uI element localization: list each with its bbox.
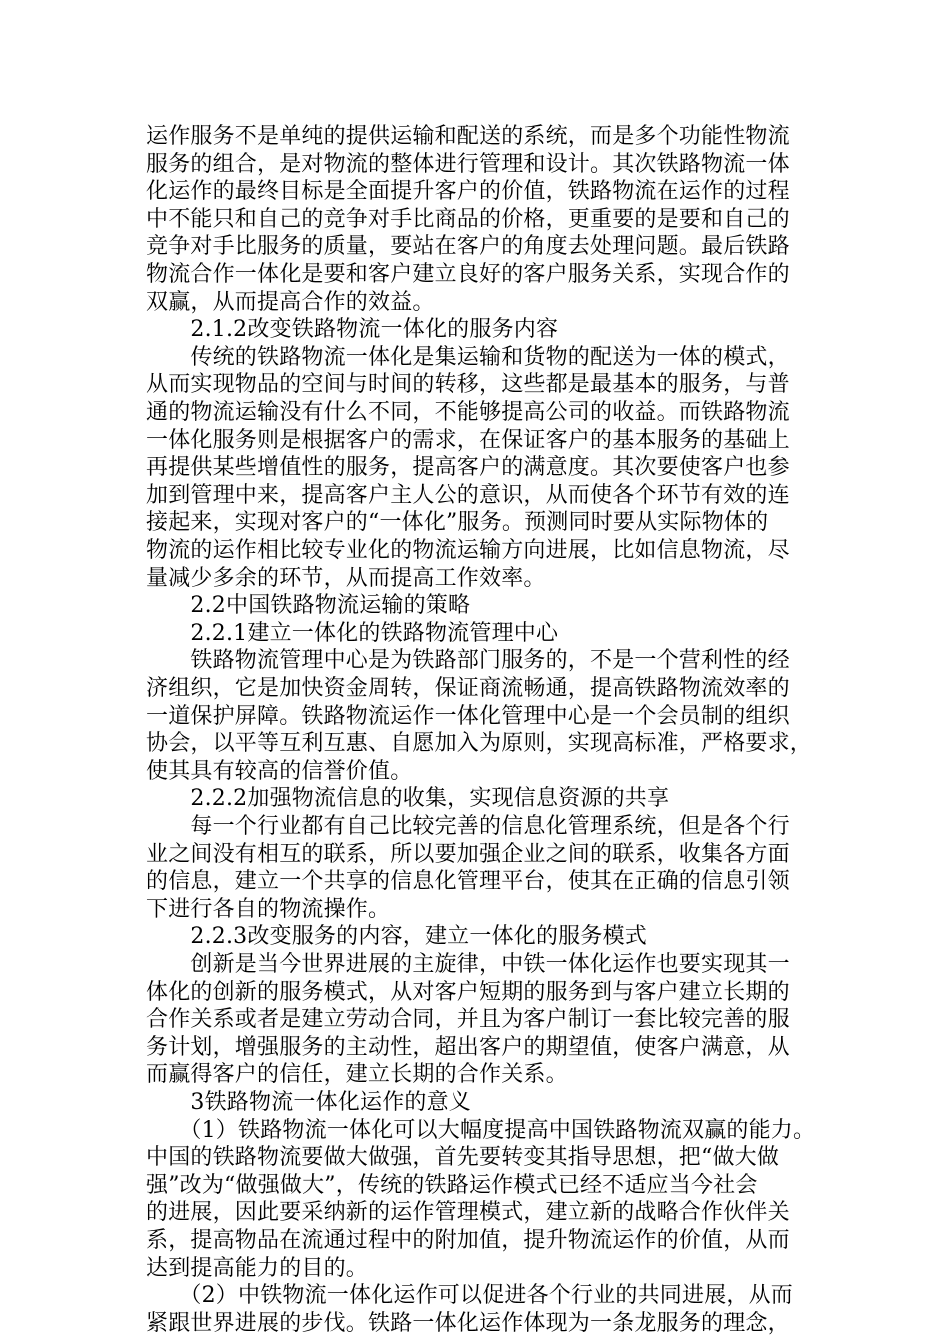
text-line: 2.1.2改变铁路物流一体化的服务内容	[146, 317, 559, 343]
text-line: 每一个行业都有自己比较完善的信息化管理系统，但是各个行	[146, 814, 790, 839]
text-line: 2.2.3改变服务的内容，建立一体化的服务模式	[146, 924, 647, 950]
text-line: 物流合作一体化是要和客户建立良好的客户服务关系，实现合作的	[146, 262, 790, 287]
text-line: 的进展，因此要采纳新的运作管理模式，建立新的战略合作伙伴关	[146, 1200, 790, 1226]
text-line: 而赢得客户的信任，建立长期的合作关系。	[146, 1062, 568, 1088]
text-line: 竞争对手比服务的质量，要站在客户的角度去处理问题。最后铁路	[146, 234, 790, 260]
text-line: 化运作的最终目标是全面提升客户的价值，铁路物流在运作的过程	[146, 179, 790, 205]
text-line: 系，提高物品在流通过程中的附加值，提升物流运作的价值，从而	[146, 1228, 790, 1253]
text-line: 服务的组合，是对物流的整体进行管理和设计。其次铁路物流一体	[146, 151, 790, 177]
text-line: 使其具有较高的信誉价值。	[146, 758, 413, 784]
text-line: 合作关系或者是建立劳动合同，并且为客户制订一套比较完善的服	[146, 1007, 790, 1033]
text-line: 双赢，从而提高合作的效益。	[146, 289, 435, 315]
text-line: 通的物流运输没有什么不同，不能够提高公司的收益。而铁路物流	[146, 400, 790, 425]
text-line: 加到管理中来，提高客户主人公的意识，从而使各个环节有效的连	[146, 482, 790, 508]
text-line: 创新是当今世界进展的主旋律，中铁一体化运作也要实现其一	[146, 952, 790, 977]
text-line: 传统的铁路物流一体化是集运输和货物的配送为一体的模式，	[146, 344, 790, 370]
text-line: 一体化服务则是根据客户的需求，在保证客户的基本服务的基础上	[146, 427, 790, 453]
text-line: 2.2中国铁路物流运输的策略	[146, 593, 471, 619]
text-line: 物流的运作相比较专业化的物流运输方向进展，比如信息物流，尽	[146, 538, 790, 563]
text-line: （2）中铁物流一体化运作可以促进各个行业的共同进展，从而	[146, 1283, 793, 1309]
text-line: 铁路物流管理中心是为铁路部门服务的，不是一个营利性的经	[146, 648, 790, 674]
text-line: 中国的铁路物流要做大做强，首先要转变其指导思想，把“做大做	[146, 1145, 780, 1171]
text-line: 济组织，它是加快资金周转，保证商流畅通，提高铁路物流效率的	[146, 676, 790, 701]
text-line: 达到提高能力的目的。	[146, 1255, 369, 1281]
text-line: 接起来，实现对客户的“一体化”服务。预测同时要从实际物体的	[146, 510, 769, 536]
text-line: 2.2.1建立一体化的铁路物流管理中心	[146, 620, 559, 646]
text-line: 中不能只和自己的竞争对手比商品的价格，更重要的是要和自己的	[146, 206, 790, 232]
text-line: 再提供某些增值性的服务，提高客户的满意度。其次要使客户也参	[146, 455, 790, 481]
text-line: 2.2.2加强物流信息的收集，实现信息资源的共享	[146, 786, 670, 812]
text-line: 量减少多余的环节，从而提高工作效率。	[146, 565, 546, 591]
text-line: 业之间没有相互的联系，所以要加强企业之间的联系，收集各方面	[146, 841, 790, 867]
text-line: 紧跟世界进展的步伐。铁路一体化运作体现为一条龙服务的理念，	[146, 1310, 790, 1336]
text-line: （1）铁路物流一体化可以大幅度提高中国铁路物流双赢的能力。	[146, 1117, 816, 1143]
text-line: 体化的创新的服务模式，从对客户短期的服务到与客户建立长期的	[146, 979, 790, 1005]
text-line: 运作服务不是单纯的提供运输和配送的系统，而是多个功能性物流	[146, 124, 790, 149]
text-line: 从而实现物品的空间与时间的转移，这些都是最基本的服务，与普	[146, 372, 790, 398]
text-line: 务计划，增强服务的主动性，超出客户的期望值，使客户满意，从	[146, 1034, 790, 1060]
text-line: 一道保护屏障。铁路物流运作一体化管理中心是一个会员制的组织	[146, 703, 790, 729]
text-line: 协会，以平等互利互惠、自愿加入为原则，实现高标准，严格要求，	[146, 731, 813, 757]
text-line: 强”改为“做强做大”，传统的铁路运作模式已经不适应当今社会	[146, 1172, 758, 1198]
text-line: 的信息，建立一个共享的信息化管理平台，使其在正确的信息引领	[146, 869, 790, 895]
text-line: 下进行各自的物流操作。	[146, 896, 391, 922]
text-line: 3铁路物流一体化运作的意义	[146, 1090, 471, 1115]
